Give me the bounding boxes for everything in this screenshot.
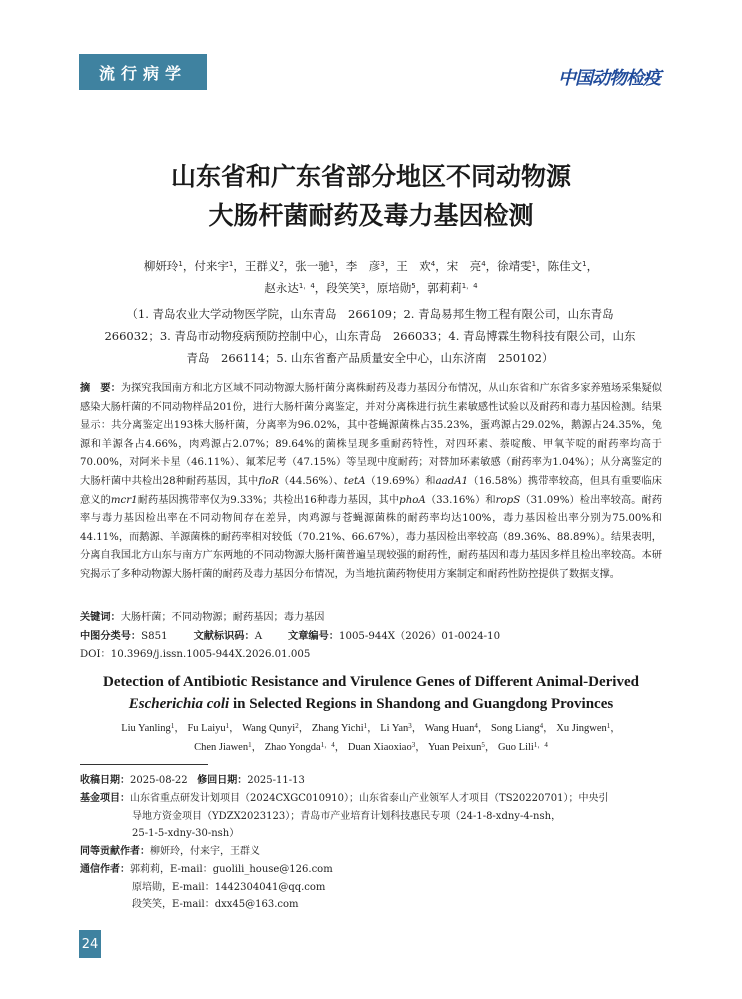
abstract: [80, 380, 662, 585]
separator: ，: [298, 723, 312, 734]
author-name: Fu Laiyu: [187, 723, 226, 734]
gene-name: tetA: [343, 475, 366, 487]
author-name: 徐靖雯: [497, 259, 532, 273]
equal-label: 同等贡献作者：: [80, 846, 150, 857]
abstract-text: （33.16%）和: [425, 494, 496, 506]
revised-label: 修回日期：: [197, 775, 248, 786]
species-name: Escherichia coli: [128, 696, 230, 712]
separator: ，: [536, 259, 548, 273]
received-value: 2025-08-22: [130, 775, 188, 786]
affiliation-marker: 1，4: [320, 741, 335, 749]
affiliation-marker: 1，4: [461, 282, 478, 290]
affiliation-marker: 1，4: [533, 741, 548, 749]
author-name: Li Yan: [380, 723, 409, 734]
english-author-line-2: [0, 738, 742, 757]
gene-name: mcr1: [110, 494, 138, 506]
clc-value: S851: [141, 631, 168, 642]
author-name: 张一驰: [295, 259, 330, 273]
affiliation-marker: 2: [295, 722, 299, 730]
corr-author[interactable]: 段笑笑，E-mail：dxx45@163.com: [132, 899, 299, 911]
separator: ，: [477, 723, 491, 734]
keywords-value: 大肠杆菌；不同动物源；耐药基因；毒力基因: [120, 612, 325, 623]
author-name: 赵永达: [264, 281, 299, 295]
author-name: 段笑笑: [326, 281, 361, 295]
english-title-line-2: [0, 693, 742, 715]
received-label: 收稿日期：: [80, 775, 130, 786]
affiliation-marker: 1: [228, 260, 234, 268]
title-line-1: 山东省和广东省部分地区不同动物源: [170, 162, 571, 191]
affiliation-marker: 1，4: [298, 282, 315, 290]
separator: ，: [415, 742, 428, 753]
footnote-divider: [80, 764, 208, 765]
doc-code-value: A: [254, 631, 263, 642]
english-author-list: [0, 719, 742, 757]
gene-name: floR: [258, 475, 279, 487]
corr-author[interactable]: 原培勋，E-mail：1442304041@qq.com: [132, 881, 326, 893]
affiliation-marker: 3: [411, 741, 416, 749]
fund-label: 基金项目：: [80, 793, 130, 804]
journal-logo: 中国动物检疫: [558, 68, 660, 89]
page-title: [0, 157, 742, 235]
abstract-text: 为探究我国南方和北方区域不同动物源大肠杆菌分离株耐药及毒力基因分布情况，从山东省和广东省多家养殖场采集疑似感染大肠杆菌的不同动物样品201份，进行大肠杆菌分离鉴定，并对分离株进行抗生素敏感性试验以及耐药和毒力基因检测。结果显示：共分离鉴定出193株大肠杆菌，分离率为96.02%，其中苍蝇源菌株占35.23%，蛋鸡源占29.02%，鹅源占24.35%，兔源和羊源各占4.66%，肉鸡源占2.07%；89.64%的菌株呈现多重耐药特性，对四环素、萘啶酸、甲氧苄啶的耐药率均高于70.00%，对阿米卡星（46.11%）、氟苯尼考（47.15%）等呈现中度耐药；对替加环素敏感（耐药率为1.04%）；从分离鉴定的大肠杆菌中共检出28种耐药基因，其中: [80, 383, 662, 487]
affiliation-marker: 3: [380, 260, 385, 268]
gene-name: phoA: [399, 494, 426, 506]
separator: ，: [182, 259, 195, 273]
separator: ，: [233, 259, 245, 273]
separator: ，: [610, 723, 621, 734]
revised-value: 2025-11-13: [247, 775, 305, 786]
separator: ，: [485, 259, 498, 273]
fund-line-3: 25-1-5-xdny-30-nsh）: [132, 828, 240, 840]
author-name: Yuan Peixun: [427, 742, 482, 753]
affiliation-marker: 1: [606, 722, 611, 730]
funding: [80, 790, 662, 843]
english-title: [0, 671, 742, 715]
title-line-2: 大肠杆菌耐药及毒力基因检测: [208, 201, 534, 230]
separator: ，: [365, 281, 377, 295]
affiliation-marker: 4: [481, 260, 486, 268]
gene-name: ropS: [495, 494, 521, 506]
separator: ，: [384, 259, 397, 273]
clc-label: 中图分类号：: [80, 631, 142, 642]
separator: ，: [484, 742, 498, 753]
affiliation-marker: 1: [225, 722, 230, 730]
author-line-1: [0, 255, 742, 277]
corresponding-authors: [80, 861, 662, 914]
equal-contribution: [80, 843, 662, 861]
doi-value[interactable]: 10.3969/j.issn.1005-944X.2026.01.005: [110, 649, 311, 660]
author-name: 付来宇: [194, 259, 229, 273]
separator: ，: [586, 259, 599, 273]
author-name: Guo Lili: [497, 742, 534, 753]
affiliation-marker: 5: [481, 741, 485, 749]
author-name: 李 彦: [345, 259, 381, 273]
separator: ，: [543, 723, 557, 734]
affiliation-marker: 2: [279, 260, 284, 268]
author-name: Zhao Yongda: [264, 742, 321, 753]
corr-label: 通信作者：: [80, 864, 130, 875]
abstract-text: （31.09%）检出率较高。耐药率与毒力基因检出率在不同动物间存在差异，肉鸡源与苍蝇源菌株的耐药率均达100%，毒力基因检出率分别为75.00%和44.11%，而鹅源、羊源菌株的耐药率相对较低（70.21%、66.67%），毒力基因检出率较高（89.36%、88.89%）。结果表明，分离自我国北方山东与南方广东两地的不同动物源大肠杆菌普遍呈现较强的耐药性，耐药基因和毒力基因多样且检出率较高。本研究揭示了多种动物源大肠杆菌的耐药及毒力基因分布情况，为当地抗菌药物使用方案制定和耐药性防控提供了数据支撑。: [80, 494, 663, 580]
affiliation-marker: 1: [582, 260, 587, 268]
classification: [80, 628, 662, 647]
separator: ，: [251, 742, 265, 753]
author-name: 宋 亮: [446, 259, 482, 273]
author-name: Xu Jingwen: [556, 723, 607, 734]
separator: ，: [334, 742, 348, 753]
author-name: Wang Huan: [424, 723, 475, 734]
author-name: 柳妍玲: [143, 259, 179, 273]
separator: ，: [415, 281, 428, 295]
affiliation-marker: 1: [329, 260, 335, 268]
affiliation-marker: 1: [531, 260, 537, 268]
fund-line-2: 导地方资金项目（YDZX2023123）；青岛市产业培育计划科技惠民专项（24-1-8-xdny-4-nsh，: [132, 810, 562, 822]
equal-value: 柳妍玲，付来宇，王群义: [150, 846, 260, 857]
separator: ，: [283, 259, 296, 273]
page-number: 24: [79, 930, 101, 958]
affiliation-marker: 3: [408, 722, 412, 730]
keywords-label: 关键词：: [80, 612, 121, 623]
affiliation-marker: 3: [360, 282, 366, 290]
author-name: 王群义: [244, 259, 280, 273]
doc-code-label: 文献标识码：: [193, 631, 255, 642]
affiliation-marker: 4: [539, 722, 544, 730]
english-title-rest: in Selected Regions in Shandong and Guangdong Provinces: [229, 696, 614, 712]
abstract-text: 耐药基因携带率仅为9.33%；共检出16种毒力基因，其中: [137, 494, 400, 506]
author-name: Song Liang: [490, 723, 540, 734]
doi: [80, 646, 662, 665]
abstract-label: 摘 要：: [80, 383, 121, 394]
author-name: 原培勋: [376, 281, 412, 295]
author-name: Liu Yanling: [121, 723, 171, 734]
abstract-text: （44.56%）、: [278, 475, 344, 487]
separator: ，: [229, 723, 243, 734]
author-name: Wang Qunyi: [242, 723, 296, 734]
english-author-line-1: [0, 719, 742, 738]
author-name: 陈佳文: [547, 259, 583, 273]
separator: ，: [411, 723, 425, 734]
affiliation-marker: 1: [170, 722, 175, 730]
abstract-text: （19.69%）和: [365, 475, 436, 487]
separator: ，: [314, 281, 327, 295]
corr-author[interactable]: 郭莉莉，E-mail：guolili_house@126.com: [130, 864, 333, 875]
affiliation-marker: 1: [178, 260, 183, 268]
abstract-text: （16.58%）携带率较高，但具有重要临床意义的: [80, 475, 662, 506]
separator: ，: [174, 723, 188, 734]
doi-label: DOI：: [80, 649, 111, 660]
gene-name: aadA1: [435, 475, 469, 487]
affiliation-marker: 1: [363, 722, 368, 730]
article-no-label: 文章编号：: [288, 631, 339, 642]
author-name: 郭莉莉: [427, 281, 462, 295]
affiliation-marker: 4: [474, 722, 478, 730]
section-tag: 流行病学: [79, 54, 207, 90]
dates: [80, 772, 662, 790]
author-list: [0, 255, 742, 299]
article-no-value: 1005-944X（2026）01-0024-10: [338, 631, 501, 642]
affiliation-marker: 5: [411, 282, 416, 290]
affiliation-marker: 1: [248, 741, 252, 749]
english-title-line-1: Detection of Antibiotic Resistance and Virulence Genes of Different Animal-Derived: [103, 674, 639, 690]
author-name: Chen Jiawen: [194, 742, 249, 753]
fund-line-1: 山东省重点研发计划项目（2024CXGC010910）；山东省泰山产业领军人才项目（TS20220701）；中央引: [130, 793, 609, 804]
author-name: Duan Xiaoxiao: [347, 742, 412, 753]
keywords: [80, 609, 662, 628]
author-name: Zhang Yichi: [311, 723, 364, 734]
separator: ，: [435, 259, 447, 273]
author-line-2: [0, 277, 742, 299]
affiliation-marker: 4: [430, 260, 436, 268]
affiliations: （1. 青岛农业大学动物医学院，山东青岛 266109；2. 青岛易邦生物工程有限公司，山东青岛 266032；3. 青岛市动物疫病预防控制中心，山东青岛 266033；4. 青岛博霖生物科技有限公司，山东青岛 266114；5. 山东省畜产品质量安全中心，山东济南 250102）: [104, 307, 636, 365]
separator: ，: [334, 259, 346, 273]
author-name: 王 欢: [396, 259, 431, 273]
separator: ，: [367, 723, 381, 734]
